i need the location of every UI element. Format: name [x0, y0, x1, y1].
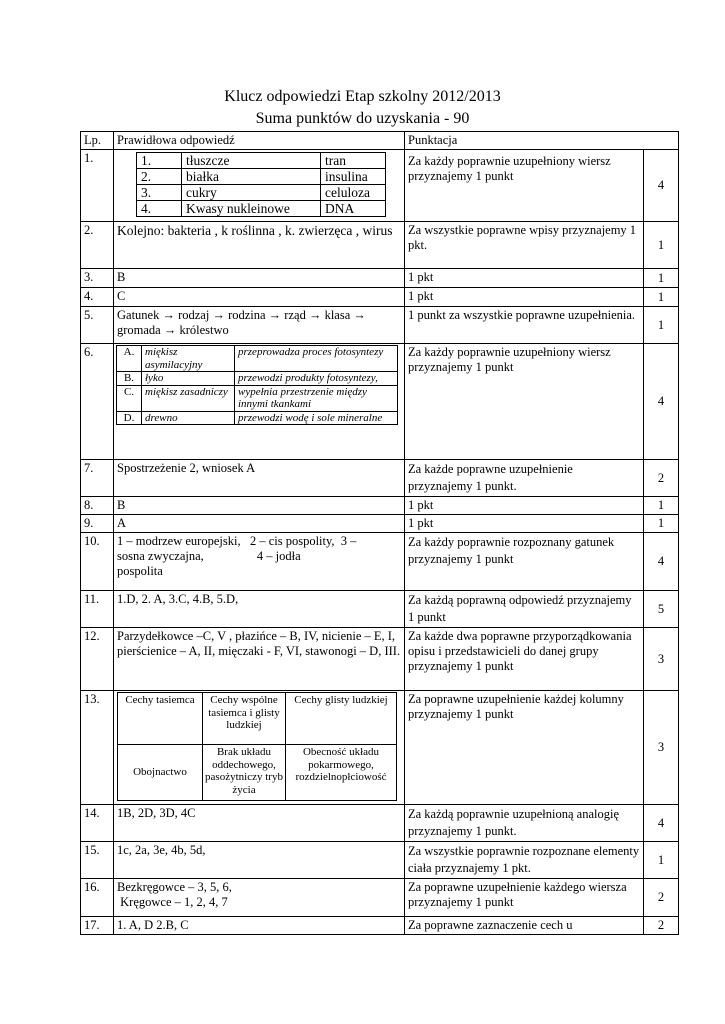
points-cell: 4: [644, 805, 679, 842]
row-number: 9.: [81, 515, 114, 533]
table-row: [81, 805, 679, 842]
row-number: 15.: [81, 842, 114, 879]
table-row: [81, 533, 679, 591]
table-row: [81, 150, 679, 222]
answer-cell: C: [114, 288, 405, 307]
scoring-cell: 1 pkt: [405, 288, 644, 307]
table-row: [81, 222, 679, 269]
points-cell: 4: [644, 344, 679, 460]
table-row: [81, 879, 679, 917]
header-lp: Lp.: [81, 132, 114, 150]
answer-cell: A: [114, 515, 405, 533]
scoring-cell: 1 pkt: [405, 269, 644, 288]
scoring-cell: Za każde poprawne uzupełnienie przyznajemy 1 punkt.: [405, 460, 644, 497]
row-number: 7.: [81, 460, 114, 497]
points-cell: 2: [644, 917, 679, 935]
row-number: 14.: [81, 805, 114, 842]
row-number: 5.: [81, 307, 114, 344]
row-number: 4.: [81, 288, 114, 307]
answer-cell: [114, 150, 405, 222]
table-row: [81, 591, 679, 628]
answer-cell: 1 – modrzew europejski, 2 – cis pospolity, 3 – sosna zwyczajna, 4 – jodła pospolita: [114, 533, 405, 591]
scoring-cell: Za każdy poprawnie uzupełniony wiersz przyznajemy 1 punkt: [405, 150, 644, 222]
scoring-cell: 1 punkt za wszystkie poprawne uzupełnienia.: [405, 307, 644, 344]
scoring-cell: Za poprawne uzupełnienie każdego wiersza przyznajemy 1 punkt: [405, 879, 644, 917]
answer-cell: Bezkręgowce – 3, 5, 6, Kręgowce – 1, 2, 4, 7: [114, 879, 405, 917]
scoring-cell: Za poprawne uzupełnienie każdej kolumny przyznajemy 1 punkt: [405, 691, 644, 805]
table-row: [81, 691, 679, 805]
scoring-cell: Za każdą poprawnie uzupełnioną analogię przyznajemy 1 punkt.: [405, 805, 644, 842]
answer-cell: [114, 691, 405, 805]
row-number: 2.: [81, 222, 114, 269]
row-number: 16.: [81, 879, 114, 917]
table-row: [81, 460, 679, 497]
table-row: [81, 307, 679, 344]
row-number: 11.: [81, 591, 114, 628]
row-number: 17.: [81, 917, 114, 935]
scoring-cell: Za wszystkie poprawnie rozpoznane elementy ciała przyznajemy 1 pkt.: [405, 842, 644, 879]
header-row: [81, 132, 679, 150]
table-row: [81, 269, 679, 288]
scoring-cell: Za poprawne zaznaczenie cech u: [405, 917, 644, 935]
points-cell: 2: [644, 460, 679, 497]
table-row: [81, 288, 679, 307]
table-row: [81, 344, 679, 460]
scoring-cell: Za każdy poprawnie rozpoznany gatunek przyznajemy 1 punkt: [405, 533, 644, 591]
row-number: 3.: [81, 269, 114, 288]
points-cell: 1: [644, 515, 679, 533]
row-number: 6.: [81, 344, 114, 460]
scoring-cell: Za każde dwa poprawne przyporządkowania opisu i przedstawicieli do danej grupy przyznajemy 1 punkt: [405, 628, 644, 691]
points-cell: 2: [644, 879, 679, 917]
answer-cell: Spostrzeżenie 2, wniosek A: [114, 460, 405, 497]
points-cell: 1: [644, 288, 679, 307]
scoring-cell: Za każdą poprawną odpowiedź przyznajemy 1 punkt: [405, 591, 644, 628]
table-row: [81, 842, 679, 879]
inner-table: 1. tłuszcze tran 2. białka insulina 3. cukry celuloza 4. Kwasy nukleinowe DNA: [136, 152, 386, 217]
scoring-cell: 1 pkt: [405, 497, 644, 515]
row-number: 8.: [81, 497, 114, 515]
scoring-cell: 1 pkt: [405, 515, 644, 533]
points-cell: 4: [644, 533, 679, 591]
points-cell: 4: [644, 150, 679, 222]
points-cell: 1: [644, 307, 679, 344]
document-title: Klucz odpowiedzi Etap szkolny 2012/2013: [224, 88, 501, 105]
table-row: [81, 497, 679, 515]
inner-table: Cechy tasiemca Cechy wspólne tasiemca i glisty ludzkiej Cechy glisty ludzkiej Obojnactwo Brak układu oddechowego, pasożytniczy tryb życia Obecność układu pokarmowego, rozdzielnopłciowość: [117, 692, 397, 801]
table-row: [81, 917, 679, 935]
answer-cell: 1. A, D 2.B, C: [114, 917, 405, 935]
scoring-cell: Za każdy poprawnie uzupełniony wiersz przyznajemy 1 punkt: [405, 344, 644, 460]
answer-cell: 1c, 2a, 3e, 4b, 5d,: [114, 842, 405, 879]
header-answer: Prawidłowa odpowiedź: [114, 132, 405, 150]
header-scoring: Punktacja: [405, 132, 679, 150]
points-cell: 5: [644, 591, 679, 628]
answer-key-table: [80, 131, 679, 935]
points-cell: 1: [644, 269, 679, 288]
answer-cell: Parzydełkowce –C, V , płazińce – B, IV, nicienie – E, I, pierścienice – A, II, mięczaki - F, VI, stawonogi – D, III.: [114, 628, 405, 691]
row-number: 10.: [81, 533, 114, 591]
row-number: 12.: [81, 628, 114, 691]
answer-cell: 1.D, 2. A, 3.C, 4.B, 5.D,: [114, 591, 405, 628]
document-subtitle: Suma punktów do uzyskania - 90: [255, 110, 470, 127]
table-row: [81, 628, 679, 691]
answer-cell: 1B, 2D, 3D, 4C: [114, 805, 405, 842]
answer-cell: Gatunek → rodzaj → rodzina → rząd → klasa → gromada → królestwo: [114, 307, 405, 344]
answer-cell: B: [114, 497, 405, 515]
answer-cell: B: [114, 269, 405, 288]
answer-cell: [114, 344, 405, 460]
answer-cell: Kolejno: bakteria , k roślinna , k. zwierzęca , wirus: [114, 222, 405, 269]
points-cell: 1: [644, 842, 679, 879]
points-cell: 3: [644, 628, 679, 691]
points-cell: 3: [644, 691, 679, 805]
inner-table: A. miękisz asymilacyjny przeprowadza proces fotosyntezy B. łyko przewodzi produkty fotosyntezy, C. miękisz zasadniczy wypełnia przestrzenie między innymi tkankami D. drewno przewodzi wodę i sole mineralne: [116, 345, 398, 425]
row-number: 1.: [81, 150, 114, 222]
table-row: [81, 515, 679, 533]
points-cell: 1: [644, 497, 679, 515]
row-number: 13.: [81, 691, 114, 805]
scoring-cell: Za wszystkie poprawne wpisy przyznajemy 1 pkt.: [405, 222, 644, 269]
points-cell: 1: [644, 222, 679, 269]
